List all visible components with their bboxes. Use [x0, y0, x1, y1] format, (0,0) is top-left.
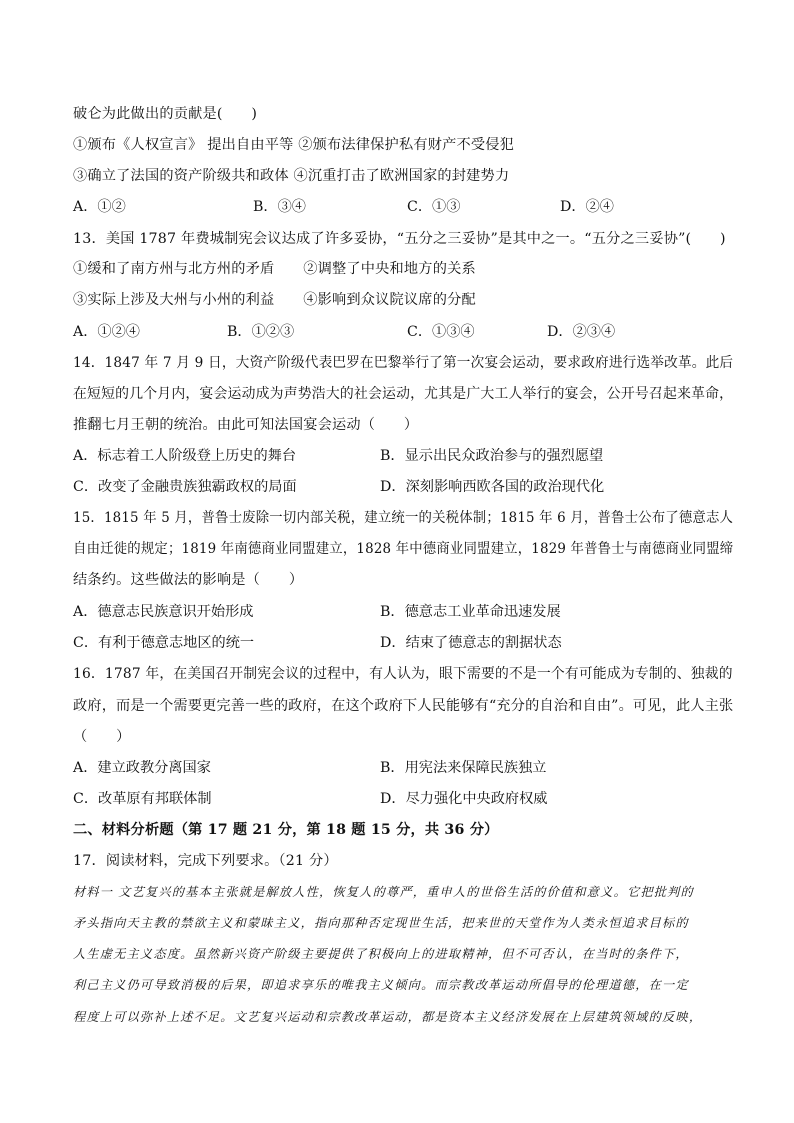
q12-option-b[interactable]: B．③④: [253, 199, 306, 215]
q12-option-d[interactable]: D．②④: [560, 199, 614, 215]
q15-option-d[interactable]: D．结束了德意志的割据状态: [380, 635, 562, 651]
q16-stem-line-1: 16．1787 年，在美国召开制宪会议的过程中，有人认为，眼下需要的不是一个有可能成为专制的、独裁的: [73, 666, 733, 682]
q13-option-c[interactable]: C．①③④: [407, 324, 475, 340]
q14-stem-line-2: 在短短的几个月内，宴会运动成为声势浩大的社会运动，尤其是广大工人举行的宴会，公开号召起来革命，: [73, 386, 734, 402]
q14-stem-line-3: 推翻七月王朝的统治。由此可知法国宴会运动（ ）: [73, 417, 419, 433]
q12-option-c[interactable]: C．①③: [407, 199, 461, 215]
q17-material-line-2: 矛头指向天主教的禁欲主义和蒙昧主义，指向那种否定现世生活，把来世的天堂作为人类永恒追求目标的: [73, 916, 689, 930]
q16-option-c[interactable]: C．改革原有邦联体制: [73, 791, 212, 807]
q13-items-line-2: ③实际上涉及大州与小州的利益 ④影响到众议院议席的分配: [73, 292, 476, 308]
q15-stem-line-2: 自由迁徙的规定；1819 年南德商业同盟建立，1828 年中德商业同盟建立，1829 年普鲁士与南德商业同盟缔: [73, 541, 734, 557]
q13-option-b[interactable]: B．①②③: [227, 324, 295, 340]
q12-items-line-2: ③确立了法国的资产阶级共和政体 ④沉重打击了欧洲国家的封建势力: [73, 168, 510, 184]
section-2-title: 二、材料分析题（第 17 题 21 分，第 18 题 15 分，共 36 分）: [73, 822, 499, 838]
q17-stem: 17．阅读材料，完成下列要求。（21 分）: [73, 853, 338, 869]
q13-stem: 13．美国 1787 年费城制宪会议达成了许多妥协，“五分之三妥协”是其中之一。“五分之三妥协”( ): [73, 231, 726, 247]
q14-option-d[interactable]: D．深刻影响西欧各国的政治现代化: [380, 479, 605, 495]
q15-option-c[interactable]: C．有利于德意志地区的统一: [73, 635, 255, 651]
q12-items-line-1: ①颁布《人权宣言》 提出自由平等 ②颁布法律保护私有财产不受侵犯: [73, 137, 515, 153]
q14-stem-line-1: 14．1847 年 7 月 9 日，大资产阶级代表巴罗在巴黎举行了第一次宴会运动，要求政府进行选举改革。此后: [73, 355, 734, 371]
q16-option-a[interactable]: A．建立政教分离国家: [73, 760, 211, 776]
q14-option-b[interactable]: B．显示出民众政治参与的强烈愿望: [380, 448, 604, 464]
q15-option-a[interactable]: A．德意志民族意识开始形成: [73, 604, 254, 620]
q13-items-line-1: ①缓和了南方州与北方州的矛盾 ②调整了中央和地方的关系: [73, 261, 476, 277]
q16-stem-line-3: （ ）: [73, 729, 131, 745]
q15-option-b[interactable]: B．德意志工业革命迅速发展: [380, 604, 561, 620]
q17-material-line-4: 利己主义仍可导致消极的后果，即追求享乐的唯我主义倾向。而宗教改革运动所倡导的伦理道德，在一定: [73, 978, 689, 992]
q13-option-a[interactable]: A．①②④: [73, 324, 140, 340]
q17-material-line-1: 材料一 文艺复兴的基本主张就是解放人性，恢复人的尊严，重申人的世俗生活的价值和意义。它把批判的: [73, 885, 694, 899]
q17-material-line-3: 人生虚无主义态度。虽然新兴资产阶级主要提供了积极向上的进取精神，但不可否认，在当时的条件下，: [73, 947, 689, 961]
q14-option-c[interactable]: C．改变了金融贵族独霸政权的局面: [73, 479, 297, 495]
q17-material-line-5: 程度上可以弥补上述不足。文艺复兴运动和宗教改革运动，都是资本主义经济发展在上层建筑领域的反映，: [73, 1010, 703, 1024]
q13-option-d[interactable]: D．②③④: [547, 324, 616, 340]
q16-option-b[interactable]: B．用宪法来保障民族独立: [380, 760, 547, 776]
q14-option-a[interactable]: A．标志着工人阶级登上历史的舞台: [73, 448, 297, 464]
q12-option-a[interactable]: A．①②: [73, 199, 126, 215]
q12-stem-tail: 破仑为此做出的贡献是( ): [73, 106, 258, 122]
q15-stem-line-3: 结条约。这些做法的影响是（ ）: [73, 572, 304, 588]
q16-option-d[interactable]: D．尽力强化中央政府权威: [380, 791, 548, 807]
q15-stem-line-1: 15．1815 年 5 月，普鲁士废除一切内部关税，建立统一的关税体制；1815 年 6 月，普鲁士公布了德意志人: [73, 510, 734, 526]
q16-stem-line-2: 政府，而是一个需要更完善一些的政府，在这个政府下人民能够有“充分的自治和自由”。可见，此人主张: [73, 698, 734, 714]
